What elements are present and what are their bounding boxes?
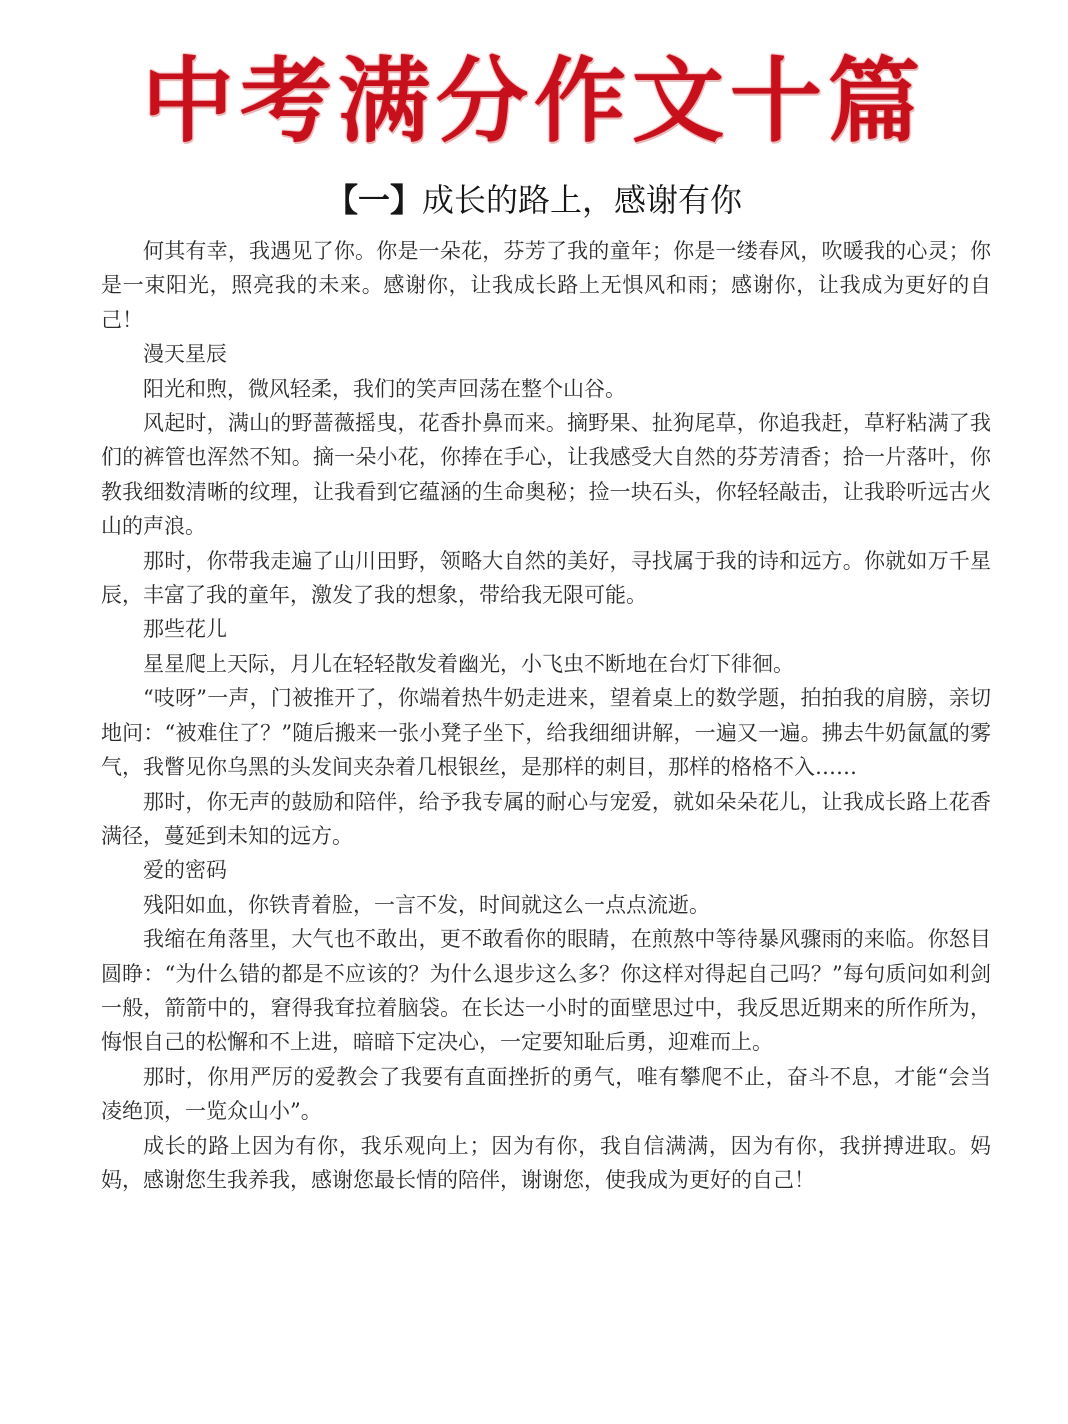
paragraph: 那时，你用严厉的爱教会了我要有直面挫折的勇气，唯有攀爬不止，奋斗不息，才能“会当凌绝顶，一览众山小”。 [101,1064,991,1124]
section-heading: 爱的密码 [143,858,227,883]
essay-title-text: 成长的路上，感谢有你 [422,181,743,219]
paragraph: 我缩在角落里，大气也不敢出，更不敢看你的眼睛，在煎熬中等待暴风骤雨的来临。你怒目圆睁：“为什么错的都是不应该的？为什么退步这么多？你这样对得起自己吗？”每句质问如利剑一般，箭箭中的，窘得我耷拉着脑袋。在长达一小时的面壁思过中，我反思近期来的所作所为，悔恨自己的松懈和不上进，暗暗下定决心，一定要知耻后勇，迎难而上。 [101,927,991,1055]
paragraph: 那时，你带我走遍了山川田野，领略大自然的美好，寻找属于我的诗和远方。你就如万千星辰，丰富了我的童年，激发了我的想象，带给我无限可能。 [101,548,991,608]
paragraph: 阳光和煦，微风轻柔，我们的笑声回荡在整个山谷。 [143,376,626,401]
essay-body [101,234,991,1197]
paragraph: 星星爬上天际，月儿在轻轻散发着幽光，小飞虫不断地在台灯下徘徊。 [143,651,794,676]
paragraph: 何其有幸，我遇见了你。你是一朵花，芬芳了我的童年；你是一缕春风，吹暖我的心灵；你是一束阳光，照亮我的未来。感谢你，让我成长路上无惧风和雨；感谢你，让我成为更好的自己！ [101,239,991,332]
paragraph: 成长的路上因为有你，我乐观向上；因为有你，我自信满满，因为有你，我拼搏进取。妈妈，感谢您生我养我，感谢您最长情的陪伴，谢谢您，使我成为更好的自己！ [101,1133,991,1192]
paragraph: 那时，你无声的鼓励和陪伴，给予我专属的耐心与宠爱，就如朵朵花儿，让我成长路上花香满径，蔓延到未知的远方。 [101,789,991,848]
paragraph: “吱呀”一声，门被推开了，你端着热牛奶走进来，望着桌上的数学题，拍拍我的肩膀，亲切地问：“被难住了？”随后搬来一张小凳子坐下，给我细细讲解，一遍又一遍。拂去牛奶氤氲的雾气，我瞥见你乌黑的头发间夹杂着几根银丝，是那样的刺目，那样的格格不入…… [101,686,991,780]
essay-number: 【一】 [325,181,422,219]
section-heading: 那些花儿 [143,617,227,642]
main-title: 中考满分作文十篇 [141,47,926,155]
paragraph: 风起时，满山的野蔷薇摇曳，花香扑鼻而来。摘野果、扯狗尾草，你追我赶，草籽粘满了我们的裤管也浑然不知。摘一朵小花，你捧在手心，让我感受大自然的芬芳清香；拾一片落叶，你教我细数清晰的纹理，让我看到它蕴涵的生命奥秘；捡一块石头，你轻轻敲击，让我聆听远古火山的声浪。 [101,411,991,539]
paragraph: 残阳如血，你铁青着脸，一言不发，时间就这么一点点流逝。 [143,892,710,917]
section-heading: 漫天星辰 [143,342,227,367]
essay-title [0,178,1068,222]
